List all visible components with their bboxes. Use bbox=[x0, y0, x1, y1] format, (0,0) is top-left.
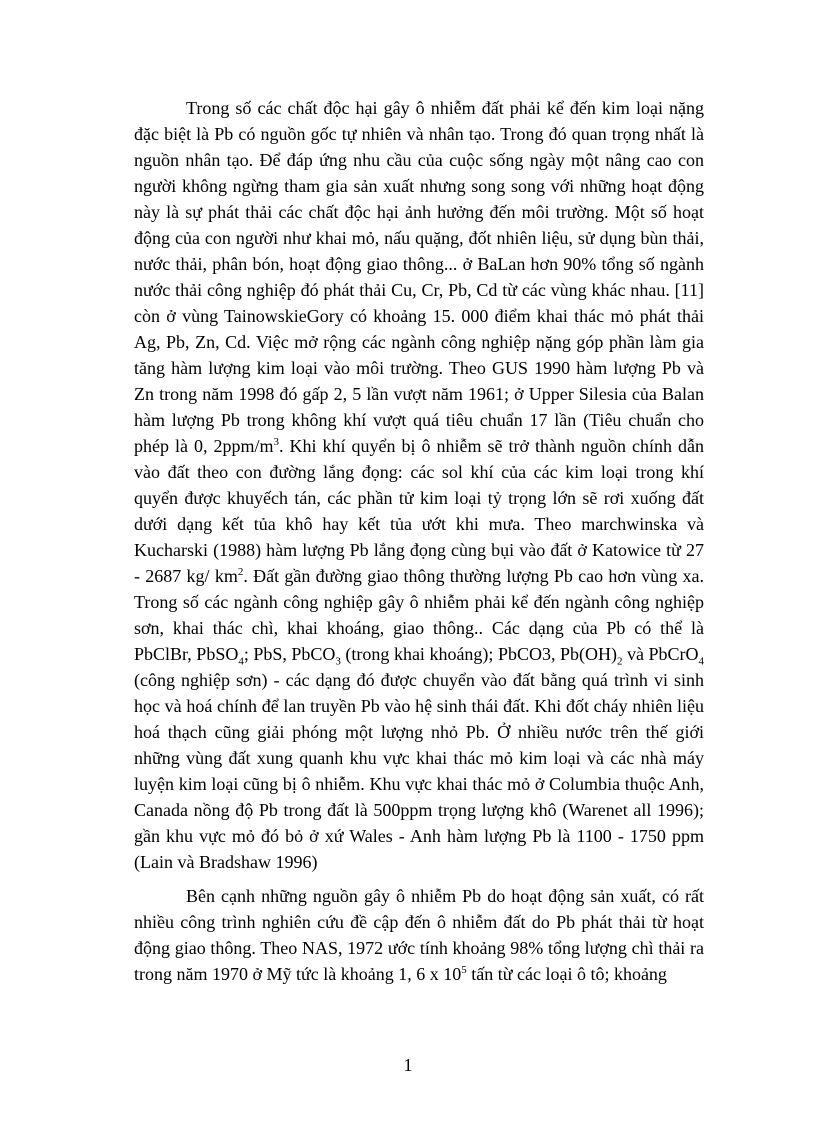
subscript: 4 bbox=[698, 655, 704, 668]
document-body bbox=[134, 95, 704, 987]
superscript: 2 bbox=[237, 566, 244, 578]
text-run: (trong khai khoáng); PbCO3, Pb(OH) bbox=[340, 644, 617, 664]
text-run: Trong số các chất độc hại gây ô nhiễm đất phải kể đến kim loại nặng đặc biệt là Pb có nguồn gốc tự nhiên và nhân tạo. Trong đó quan trọng nhất là nguồn nhân tạo. Để đáp ứng nhu cầu của cuộc sống ngày một nâng cao con người không ngừng tham gia sản xuất nhưng song song với những hoạt động này là sự phát thải các chất độc hại ảnh hưởng đến môi trường. Một số hoạt động của con người như khai mỏ, nấu quặng, đốt nhiên liệu, sử dụng bùn thải, nước thải, phân bón, hoạt động giao thông... ở BaLan hơn 90% tổng số ngành nước thải công nghiệp đó phát thải Cu, Cr, Pb, Cd từ các vùng khác nhau. [11] còn ở vùng TainowskieGory có khoảng 15. 000 điểm khai thác mỏ phát thải Ag, Pb, Zn, Cd. Việc mở rộng các ngành công nghiệp nặng góp phần làm gia tăng hàm lượng kim loại vào môi trường. Theo GUS 1990 hàm lượng Pb và Zn trong năm 1998 đó gấp 2, 5 lần vượt năm 1961; ở Upper Silesia của Balan hàm lượng Pb trong không khí vượt quá tiêu chuẩn 17 lần (Tiêu chuẩn cho phép là 0, 2ppm/m bbox=[134, 98, 704, 456]
subscript: 2 bbox=[616, 655, 623, 668]
subscript: 4 bbox=[238, 655, 244, 668]
text-run: Bên cạnh những nguồn gây ô nhiễm Pb do hoạt động sản xuất, có rất nhiều công trình nghiên cứu đề cập đến ô nhiễm đất do Pb phát thải từ hoạt động giao thông. Theo NAS, 1972 ước tính khoảng 98% tổng lượng chì thải ra trong năm 1970 ở Mỹ tức là khoảng 1, 6 x 10 bbox=[134, 886, 704, 984]
text-run: và PbCrO bbox=[622, 644, 699, 664]
text-run: ; PbS, PbCO bbox=[243, 644, 336, 664]
text-run: (công nghiệp sơn) - các dạng đó được chuyển vào đất bằng quá trình vi sinh học và hoá chính để lan truyền Pb vào hệ sinh thái đất. Khi đốt cháy nhiên liệu hoá thạch cũng giải phóng một lượng nhỏ Pb. Ở nhiều nước trên thế giới những vùng đất xung quanh khu vực khai thác mỏ kim loại và các nhà máy luyện kim loại cũng bị ô nhiễm. Khu vực khai thác mỏ ở Columbia thuộc Anh, Canada nồng độ Pb trong đất là 500ppm trọng lượng khô (Warenet all 1996); gần khu vực mỏ đó bỏ ở xứ Wales - Anh hàm lượng Pb là 1100 - 1750 ppm (Lain và Bradshaw 1996) bbox=[134, 670, 704, 872]
paragraph bbox=[134, 95, 704, 875]
subscript: 3 bbox=[335, 655, 341, 668]
page-number: 1 bbox=[403, 1055, 413, 1075]
superscript: 5 bbox=[461, 964, 467, 976]
text-run: . Khi khí quyển bị ô nhiễm sẽ trở thành nguồn chính dẫn vào đất theo con đường lắng đọng: các sol khí của các kim loại trong khí quyển được khuyếch tán, các phần tử kim loại tỷ trọng lớn sẽ rơi xuống đất dưới dạng kết tủa khô hay kết tủa ướt khi mưa. Theo marchwinska và Kucharski (1988) hàm lượng Pb lắng đọng cùng bụi vào đất ở Katowice từ 27 - 2687 kg/ km bbox=[134, 436, 704, 586]
text-run: tấn từ các loại ô tô; khoảng bbox=[466, 964, 667, 984]
paragraph bbox=[134, 883, 704, 987]
superscript: 3 bbox=[273, 436, 279, 448]
text-run: . Đất gần đường giao thông thường lượng Pb cao hơn vùng xa. Trong số các ngành công nghiệp gây ô nhiễm phải kể đến ngành công nghiệp sơn, khai thác chì, khai khoáng, giao thông.. Các dạng của Pb có thể là PbClBr, PbSO bbox=[134, 566, 704, 664]
